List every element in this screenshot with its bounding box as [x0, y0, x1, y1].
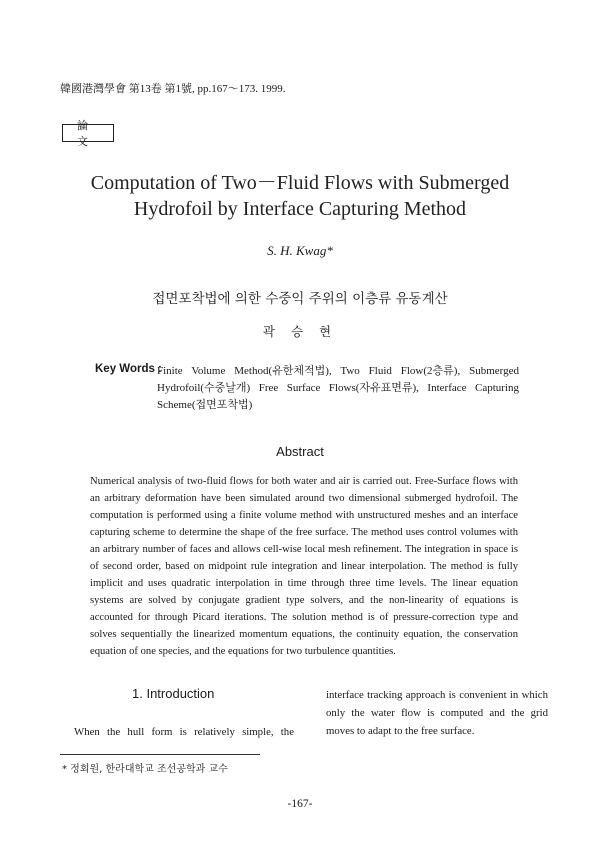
- footnote-divider: [60, 754, 260, 755]
- korean-author-name: 곽 승 현: [262, 324, 338, 339]
- page-number: -167-: [287, 798, 313, 810]
- abstract-body: Numerical analysis of two-fluid flows for both water and air is carried out. Free-Surface flows with an arbitrary deformation have been simulated around two dimensional submerged hydrofoil. The computation is performed using a finite volume method with unstructured meshes and an interface capturing scheme to determine the shape of the free surface. The method uses control volumes with an arbitrary number of faces and allows cell-wise local mesh refinement. The integration in space is of second order, based on midpoint rule integration and linear interpolation. The method is fully implicit and uses quadratic interpolation in time through three time levels. The linear equation systems are solved by conjugate gradient type solvers, and the non-linearity of equations is accounted for through Picard iterations. The solution method is of pressure-correction type and solves sequentially the linearized momentum equations, the continuity equation, the conservation equation of one species, and the equations for two turbulence quantities.: [90, 476, 518, 657]
- paper-title: [60, 170, 540, 222]
- paper-title-line-1: Computation of Two－Fluid Flows with Submerged: [90, 172, 510, 194]
- paper-title-line-2: Hydrofoil by Interface Capturing Method: [133, 198, 467, 220]
- introduction-column-1: When the hull form is relatively simple, the: [74, 726, 294, 738]
- korean-title: 접면포착법에 의한 수중익 주위의 이층류 유동계산: [152, 291, 448, 307]
- introduction-column-2: interface tracking approach is convenient in which only the water flow is computed and the grid moves to adapt to the free surface.: [326, 689, 548, 737]
- journal-citation: 韓國港灣學會 第13卷 第1號, pp.167～173. 1999.: [60, 83, 286, 95]
- abstract-heading: Abstract: [276, 444, 324, 459]
- article-category-label: 論 文: [62, 124, 114, 142]
- author-footnote: * 정회원, 한라대학교 조선공학과 교수: [62, 764, 228, 775]
- keywords-text: Finite Volume Method(유한체적법), Two Fluid Flow(2층류), Submerged Hydrofoil(수중날개) Free Surface Flows(자유표면류), Interface Capturing Scheme(접면포착법): [157, 365, 519, 411]
- introduction-heading: 1. Introduction: [132, 686, 215, 701]
- keywords-label: Key Words :: [95, 363, 162, 375]
- author-name: S. H. Kwag*: [267, 243, 333, 258]
